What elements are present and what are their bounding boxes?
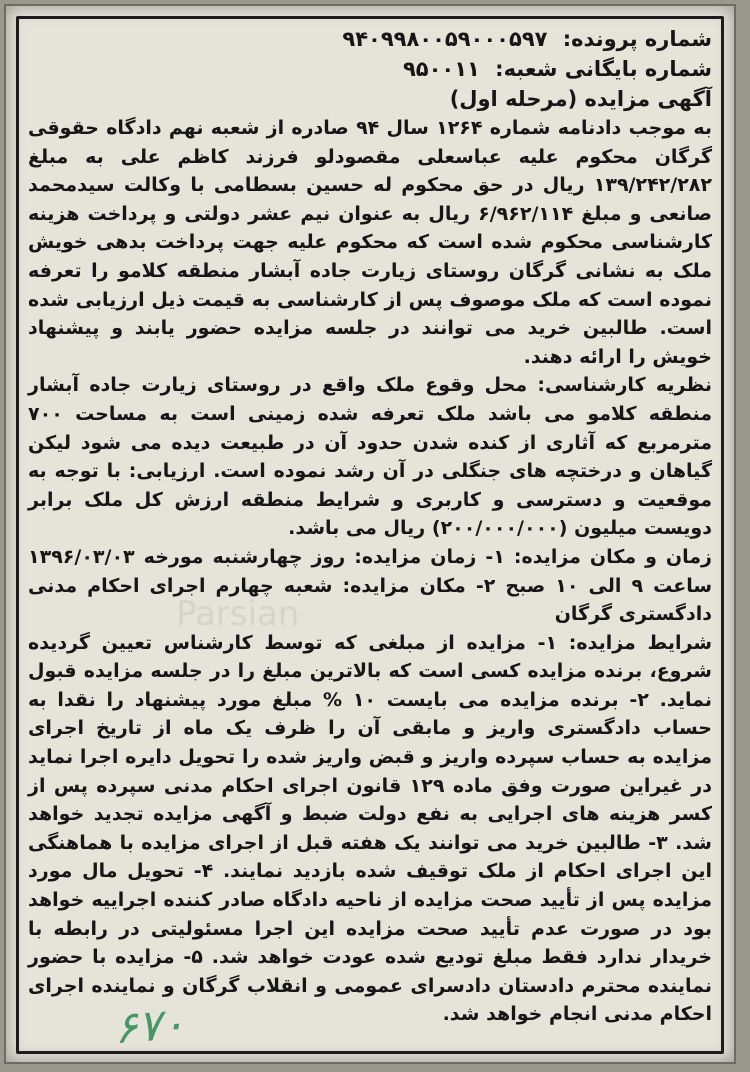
handwritten-number-mark: ۶۷۰ [112,998,187,1055]
newspaper-clipping [6,6,734,1062]
archive-number-label: شماره بایگانی شعبه: [495,57,712,81]
auction-notice [28,24,712,1029]
background-watermark: Parsian [176,594,300,634]
notice-title: آگهی مزایده (مرحله اول) [449,87,712,111]
case-number-value: ۹۴۰۹۹۸۰۰۵۹۰۰۰۵۹۷ [342,27,548,51]
conditions-paragraph: شرایط مزایده: ۱- مزایده از مبلغی که توسط کارشناس تعیین گردیده شروع، برنده مزایده کسی است که بالاترین مبلغ را در جلسه مزایده قبول نماید. ۲- برنده مزایده می بایست ۱۰ % مبلغ مورد پیشنهاد را نقدا به حساب دادگستری واریز و مابقی آن را ظرف یک ماه از تاریخ اجرای مزایده به حساب سپرده واریز و قبض واریز شده را تحویل دایره اجرا نماید در غیراین صورت وفق ماده ۱۲۹ قانون اجرای احکام مدنی سپرده پس از کسر هزینه های اجرایی به نفع دولت ضبط و آگهی مزایده تجدید خواهد شد. ۳- طالبین خرید می توانند یک هفته قبل از اجرای مزایده با هماهنگی این اجرای احکام از ملک توقیف شده بازدید نمایند. ۴- تحویل مال مورد مزایده پس از تأیید صحت مزایده از ناحیه دادگاه صادر کننده اجراییه خواهد بود در صورت عدم تأیید صحت مزایده این اجرا مسئولیتی در رابطه با خریدار ندارد فقط مبلغ تودیع شده عودت خواهد شد. ۵- مزایده با حضور نماینده محترم دادستان دادسرای عمومی و انقلاب گرگان و نماینده اجرای احکام مدنی انجام خواهد شد. [28,631,713,1026]
intro-paragraph: به موجب دادنامه شماره ۱۲۶۴ سال ۹۴ صادره از شعبه نهم دادگاه حقوقی گرگان محکوم علیه عباسعلی مقصودلو فرزند کاظم علی به مبلغ ۱۳۹/۲۴۲/۲۸۲ ریال در حق محکوم له حسین بسطامی با وکالت سیدمحمد صانعی و مبلغ ۶/۹۶۲/۱۱۴ ریال به عنوان نیم عشر دولتی و پرداخت هزینه کارشناسی محکوم شده است که محکوم علیه جهت پرداخت بدهی خویش ملک به نشانی گرگان روستای زیارت جاده آبشار منطقه کلامو را تعرفه نموده است که ملک موصوف پس از کارشناسی به قیمت ذیل ارزیابی شده است. طالبین خرید می توانند در جلسه مزایده حضور یابند و پیشنهاد خویش را ارائه دهند. [28,117,713,368]
archive-number-line [28,54,712,84]
expert-opinion-paragraph: نظریه کارشناسی: محل وقوع ملک واقع در روستای زیارت جاده آبشار منطقه کلامو می باشد ملک تعرفه شده زمینی است به مساحت ۷۰۰ مترمربع که آثاری از کنده شدن حدود آن در طبیعت دیده می شود لیکن گیاهان و درختچه های جنگلی در آن رشد نموده است. ارزیابی: با توجه به موقعیت و دسترسی و کاربری و شرایط منطقه ارزش کل ملک برابر دویست میلیون (۲۰۰/۰۰۰/۰۰۰) ریال می باشد. [28,374,712,540]
case-number-label: شماره پرونده: [562,27,712,51]
time-place-paragraph: زمان و مکان مزایده: ۱- زمان مزایده: روز چهارشنبه مورخه ۱۳۹۶/۰۳/۰۳ ساعت ۹ الی ۱۰ صبح ۲- مکان مزایده: شعبه چهارم اجرای احکام مدنی دادگستری گرگان [28,545,713,626]
case-number-line [28,24,712,54]
archive-number-value: ۹۵۰۰۱۱ [402,57,480,81]
